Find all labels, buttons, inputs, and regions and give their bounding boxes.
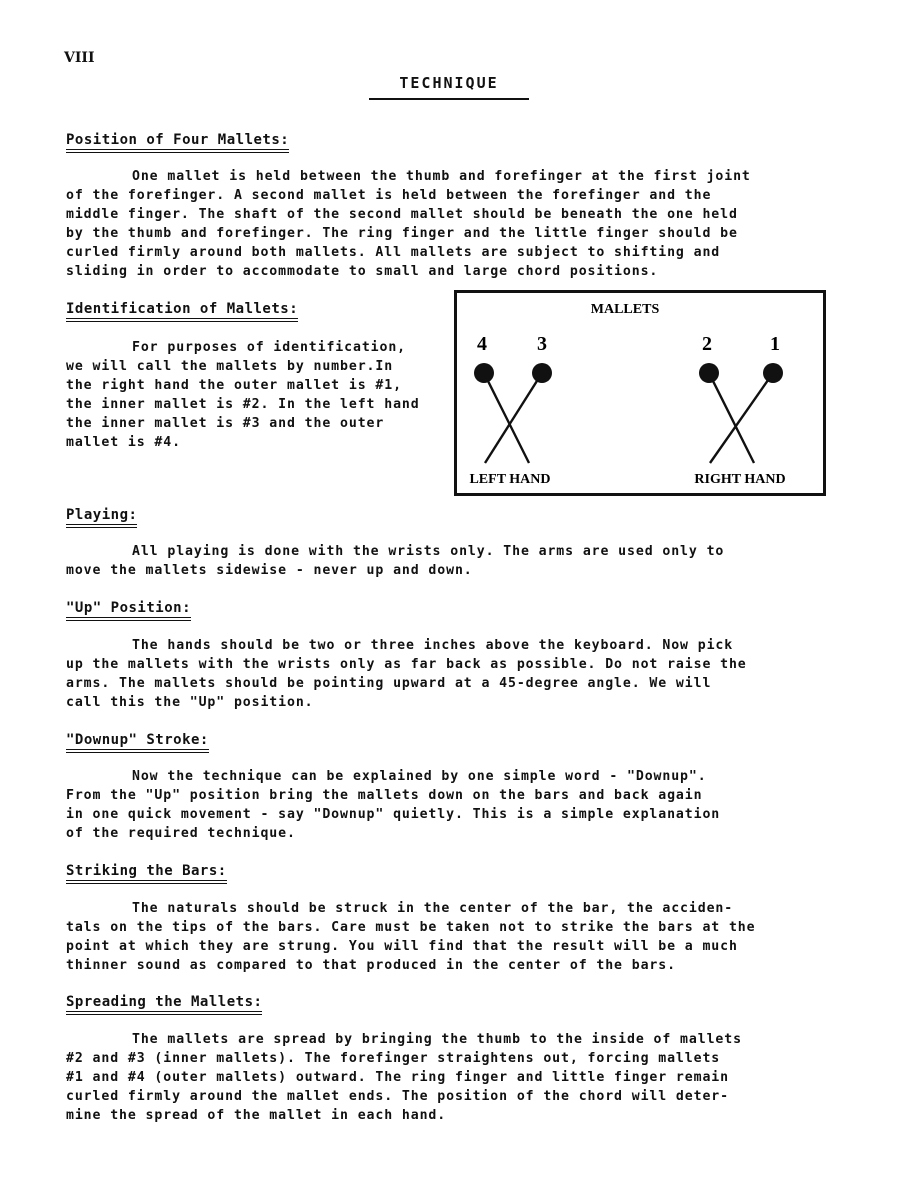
right-hand-label: RIGHT HAND	[694, 472, 786, 487]
text-line: middle finger. The shaft of the second mallet should be beneath the one held	[66, 207, 738, 222]
mallet-number-1: 1	[770, 333, 780, 355]
diagram-title: MALLETS	[590, 302, 660, 317]
text-line: The hands should be two or three inches above the keyboard. Now pick	[132, 638, 734, 653]
heading-downup-stroke: "Downup" Stroke:	[66, 732, 209, 753]
text-line: we will call the mallets by number.In	[66, 359, 394, 374]
text-line: #2 and #3 (inner mallets). The forefinger straightens out, forcing mallets	[66, 1051, 721, 1066]
mallet-4-head	[474, 363, 494, 383]
mallet-number-2: 2	[702, 333, 712, 355]
title-underline	[369, 98, 529, 100]
text-line: arms. The mallets should be pointing upward at a 45-degree angle. We will	[66, 676, 712, 691]
text-line: call this the "Up" position.	[66, 695, 314, 710]
heading-striking-bars: Striking the Bars:	[66, 863, 227, 884]
text-line: One mallet is held between the thumb and forefinger at the first joint	[132, 169, 751, 184]
paragraph-up-position	[66, 636, 836, 712]
text-line: From the "Up" position bring the mallets down on the bars and back again	[66, 788, 703, 803]
text-line: the inner mallet is #2. In the left hand	[66, 397, 420, 412]
mallet-number-3: 3	[537, 333, 547, 355]
text-line: up the mallets with the wrists only as far back as possible. Do not raise the	[66, 657, 747, 672]
text-line: of the required technique.	[66, 826, 296, 841]
text-line: of the forefinger. A second mallet is held between the forefinger and the	[66, 188, 712, 203]
paragraph-downup-stroke	[66, 767, 836, 843]
mallet-1-head	[763, 363, 783, 383]
text-line: curled firmly around the mallet ends. The position of the chord will deter-	[66, 1089, 729, 1104]
text-line: Now the technique can be explained by one simple word - "Downup".	[132, 769, 707, 784]
mallet-1-shaft	[710, 373, 773, 463]
text-line: #1 and #4 (outer mallets) outward. The ring finger and little finger remain	[66, 1070, 729, 1085]
text-line: mallet is #4.	[66, 435, 181, 450]
heading-spreading-mallets: Spreading the Mallets:	[66, 994, 262, 1015]
text-line: thinner sound as compared to that produced in the center of the bars.	[66, 958, 676, 973]
mallet-4-shaft	[484, 373, 529, 463]
text-line: For purposes of identification,	[132, 340, 407, 355]
text-line: All playing is done with the wrists only. The arms are used only to	[132, 544, 725, 559]
text-line: sliding in order to accommodate to small and large chord positions.	[66, 264, 659, 279]
paragraph-striking-bars	[66, 899, 836, 975]
text-line: point at which they are strung. You will find that the result will be a much	[66, 939, 738, 954]
mallet-3-head	[532, 363, 552, 383]
text-line: curled firmly around both mallets. All mallets are subject to shifting and	[66, 245, 721, 260]
text-line: move the mallets sidewise - never up and down.	[66, 563, 473, 578]
mallet-2-head	[699, 363, 719, 383]
heading-identification: Identification of Mallets:	[66, 301, 298, 322]
heading-four-mallets: Position of Four Mallets:	[66, 132, 289, 153]
text-line: mine the spread of the mallet in each hand.	[66, 1108, 447, 1123]
paragraph-four-mallets	[66, 167, 836, 281]
mallet-number-4: 4	[477, 333, 487, 355]
text-line: by the thumb and forefinger. The ring finger and the little finger should be	[66, 226, 738, 241]
text-line: in one quick movement - say "Downup" quietly. This is a simple explanation	[66, 807, 721, 822]
paragraph-playing	[66, 542, 836, 580]
text-line: the inner mallet is #3 and the outer	[66, 416, 385, 431]
paragraph-spreading-mallets	[66, 1030, 836, 1125]
mallet-3-shaft	[485, 373, 542, 463]
text-line: tals on the tips of the bars. Care must be taken not to strike the bars at the	[66, 920, 756, 935]
heading-up-position: "Up" Position:	[66, 600, 191, 621]
heading-playing: Playing:	[66, 507, 137, 528]
mallets-diagram	[454, 290, 826, 496]
page-number: VIII	[64, 50, 95, 66]
mallets-figure	[457, 293, 823, 493]
text-line: The mallets are spread by bringing the thumb to the inside of mallets	[132, 1032, 742, 1047]
text-line: The naturals should be struck in the center of the bar, the acciden-	[132, 901, 734, 916]
left-hand-label: LEFT HAND	[469, 472, 551, 487]
page-title: TECHNIQUE	[399, 74, 499, 92]
paragraph-identification	[66, 338, 451, 452]
mallet-2-shaft	[709, 373, 754, 463]
text-line: the right hand the outer mallet is #1,	[66, 378, 402, 393]
